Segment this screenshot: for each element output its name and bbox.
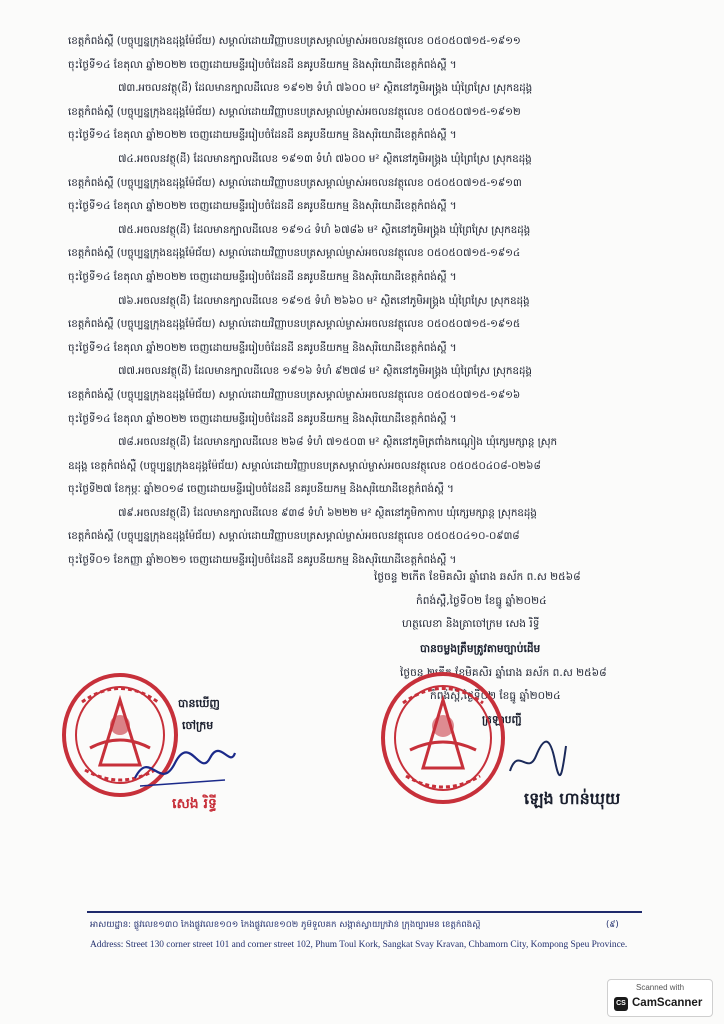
cert-solar-date: កំពង់ស្ពឺ,ថ្ងៃទី០២ ខែធ្នូ ឆ្នាំ២០២៤ [430, 690, 561, 703]
left-seal-caption [160, 693, 280, 737]
body-line: ចុះថ្ងៃទី១៤ ខែតុលា ឆ្នាំ២០២២ ចេញដោយមន្ទីររៀបចំដែនដី នគរូបនីយកម្ម និងសុរិយោដីខេត្តកំពង់ស្ពឺ ។ [68, 341, 457, 354]
body-line: ចុះថ្ងៃទី១៤ ខែតុលា ឆ្នាំ២០២២ ចេញដោយមន្ទីររៀបចំដែនដី នគរូបនីយកម្ម និងសុរិយោដីខេត្តកំពង់ស្ពឺ ។ [68, 270, 457, 283]
clerk-role: ក្រឡាបញ្ជី [482, 713, 522, 726]
camscanner-watermark [607, 979, 713, 1017]
seen-label: បានឃើញ [178, 697, 220, 710]
scanned-with-label: Scanned with [635, 983, 685, 992]
body-line: ៧៣.អចលនវត្ថុ(ដី) ដែលមានក្បាលដីលេខ ១៩១២ ទំហំ ៧៦០០ ម² ស្ថិតនៅភូមិអង្គ្រង ឃុំព្រៃស្រែ ស្រុកឧដុង្គ [118, 82, 533, 95]
camscanner-name: CamScanner [632, 997, 703, 1009]
body-line: ៧៦.អចលនវត្ថុ(ដី) ដែលមានក្បាលដីលេខ ១៩១៥ ទំហំ ២៦៦០ ម² ស្ថិតនៅភូមិអង្គ្រង ឃុំព្រៃស្រែ ស្រុកឧដុង្គ [118, 294, 530, 307]
body-line: ចុះថ្ងៃទី១៤ ខែតុលា ឆ្នាំ២០២២ ចេញដោយមន្ទីររៀបចំដែនដី នគរូបនីយកម្ម និងសុរិយោដីខេត្តកំពង់ស្ពឺ ។ [68, 200, 457, 213]
body-line: ចុះថ្ងៃទី២៧ ខែកុម្ភៈ ឆ្នាំ២០១៨ ចេញដោយមន្ទីររៀបចំដែនដី នគរូបនីយកម្ម និងសុរិយោដីខេត្តកំពង់ស្ពឺ ។ [68, 483, 454, 496]
body-line: ខេត្តកំពង់ស្ពឺ (បច្ចុប្បន្នក្រុងឧដុង្គម៉ែជ័យ) សម្គាល់ដោយវិញ្ញាបនបត្រសម្គាល់ម្ចាស់អចលនវត្ថុលេខ ០៥០៥០៧១៥-១៩១២ [68, 105, 521, 118]
footer-english-address: Address: Street 130 corner street 101 and corner street 102, Phum Toul Kork, Sangkat Svay Kravan, Chbamorn City, Kompong Speu Province. [90, 940, 628, 950]
body-line: ៧៥.អចលនវត្ថុ(ដី) ដែលមានក្បាលដីលេខ ១៩១៤ ទំហំ ៦៧៨៦ ម² ស្ថិតនៅភូមិអង្គ្រង ឃុំព្រៃស្រែ ស្រុកឧដុង្គ [118, 223, 531, 236]
body-line: ខេត្តកំពង់ស្ពឺ (បច្ចុប្បន្នក្រុងឧដុង្គម៉ែជ័យ) សម្គាល់ដោយវិញ្ញាបនបត្រសម្គាល់ម្ចាស់អចលនវត្ថុលេខ ០៥០៥០៧១៥-១៩១៥ [68, 318, 521, 331]
page-number: (៩) [606, 920, 619, 930]
lunar-date: ថ្ងៃចន្ទ ២កើត ខែមិគសិរ ឆ្នាំរោង ឆស័ក ព.ស ២៥៦៨ [374, 571, 581, 583]
clerk-signature [500, 726, 570, 786]
certified-copy-title: បានចម្លងត្រឹមត្រូវតាមច្បាប់ដើម [420, 643, 541, 655]
judge-signatory-line: ហត្ថលេខា និងត្រាចៅក្រម សេង រិទ្ធី [402, 618, 540, 631]
body-line: ឧដុង្គ ខេត្តកំពង់ស្ពឺ (បច្ចុប្បន្នក្រុងឧដុង្គម៉ែជ័យ) សម្គាល់ដោយវិញ្ញាបនបត្រសម្គាល់ម្ចាស់អចលនវត្ថុលេខ ០៥០៥០៤០៨-០២៦៨ [68, 459, 541, 472]
judge-name: សេង រិទ្ធី [172, 796, 217, 812]
body-line: ចុះថ្ងៃទី១៤ ខែតុលា ឆ្នាំ២០២២ ចេញដោយមន្ទីររៀបចំដែនដី នគរូបនីយកម្ម និងសុរិយោដីខេត្តកំពង់ស្ពឺ ។ [68, 58, 457, 71]
cert-lunar-date: ថ្ងៃចន្ទ ២កើត ខែមិគសិរ ឆ្នាំរោង ឆស័ក ព.ស ២៥៦៨ [400, 666, 607, 679]
signature-date-block [374, 566, 694, 637]
solar-date: កំពង់ស្ពឺ,ថ្ងៃទី០២ ខែធ្នូ ឆ្នាំ២០២៤ [416, 594, 547, 607]
body-line: ខេត្តកំពង់ស្ពឺ (បច្ចុប្បន្នក្រុងឧដុង្គម៉ែជ័យ) សម្គាល់ដោយវិញ្ញាបនបត្រសម្គាល់ម្ចាស់អចលនវត្ថុលេខ ០៥០៥០៧១៥-១៩១៤ [68, 247, 521, 260]
body-line: ចុះថ្ងៃទី០១ ខែកញ្ញា ឆ្នាំ២០២១ ចេញដោយមន្ទីររៀបចំដែនដី នគរូបនីយកម្ម និងសុរិយោដីខេត្តកំពង់ស្ពឺ ។ [68, 554, 457, 567]
footer-divider [87, 911, 642, 913]
body-line: ខេត្តកំពង់ស្ពឺ (បច្ចុប្បន្នក្រុងឧដុង្គម៉ែជ័យ) សម្គាល់ដោយវិញ្ញាបនបត្រសម្គាល់ម្ចាស់អចលនវត្ថុលេខ ០៥០៥០៧១៥-១៩១១ [68, 35, 521, 47]
body-line: ខេត្តកំពង់ស្ពឺ (បច្ចុប្បន្នក្រុងឧដុង្គម៉ែជ័យ) សម្គាល់ដោយវិញ្ញាបនបត្រសម្គាល់ម្ចាស់អចលនវត្ថុលេខ ០៥០៥០៤១០-០៩៣៨ [68, 530, 520, 543]
footer-khmer-address: អាសយដ្ឋាន: ផ្លូវលេខ១៣០ កែងផ្លូវលេខ១០១ កែងផ្លូវលេខ១០២ ភូមិទួលគក សង្កាត់ស្វាយក្រវ៉ាន់ ក្រុងច្បារមន ខេត្តកំពង់ស្ពឺ [90, 920, 481, 930]
judge-signature [130, 738, 240, 798]
clerk-seal-right [378, 668, 508, 808]
body-line: ៧៨.អចលនវត្ថុ(ដី) ដែលមានក្បាលដីលេខ ២៦៨ ទំហំ ៧១៥០៣ ម² ស្ថិតនៅភូមិត្រពាំងកណ្ដៀង ឃុំក្សេមក្សាន្ត ស្រុក [118, 436, 557, 449]
body-line: ចុះថ្ងៃទី១៤ ខែតុលា ឆ្នាំ២០២២ ចេញដោយមន្ទីររៀបចំដែនដី នគរូបនីយកម្ម និងសុរិយោដីខេត្តកំពង់ស្ពឺ ។ [68, 412, 457, 425]
body-line: ៧៩.អចលនវត្ថុ(ដី) ដែលមានក្បាលដីលេខ ៩៣៨ ទំហំ ៦២២២ ម² ស្ថិតនៅភូមិកាកាប ឃុំក្សេមក្សាន្ត ស្រុកឧដុង្គ [118, 506, 537, 519]
body-line: ៧៧.អចលនវត្ថុ(ដី) ដែលមានក្បាលដីលេខ ១៩១៦ ទំហំ ៩២៧៨ ម² ស្ថិតនៅភូមិអង្គ្រង ឃុំព្រៃស្រែ ស្រុកឧដុង្គ [118, 365, 532, 378]
body-line: ខេត្តកំពង់ស្ពឺ (បច្ចុប្បន្នក្រុងឧដុង្គម៉ែជ័យ) សម្គាល់ដោយវិញ្ញាបនបត្រសម្គាល់ម្ចាស់អចលនវត្ថុលេខ ០៥០៥០៧១៥-១៩១៦ [68, 388, 521, 401]
body-line: ចុះថ្ងៃទី១៤ ខែតុលា ឆ្នាំ២០២២ ចេញដោយមន្ទីររៀបចំដែនដី នគរូបនីយកម្ម និងសុរិយោដីខេត្តកំពង់ស្ពឺ ។ [68, 129, 457, 142]
judgment-body-text [68, 30, 674, 573]
camscanner-logo-icon: CS [614, 997, 628, 1011]
clerk-name: ឡេង ហាន់ឃុយ [524, 789, 621, 808]
judge-title: ចៅក្រម [182, 719, 214, 732]
body-line: ៧៤.អចលនវត្ថុ(ដី) ដែលមានក្បាលដីលេខ ១៩១៣ ទំហំ ៧៦០០ ម² ស្ថិតនៅភូមិអង្គ្រង ឃុំព្រៃស្រែ ស្រុកឧដុង្គ [118, 152, 532, 165]
body-line: ខេត្តកំពង់ស្ពឺ (បច្ចុប្បន្នក្រុងឧដុង្គម៉ែជ័យ) សម្គាល់ដោយវិញ្ញាបនបត្រសម្គាល់ម្ចាស់អចលនវត្ថុលេខ ០៥០៥០៧១៥-១៩១៣ [68, 176, 522, 189]
